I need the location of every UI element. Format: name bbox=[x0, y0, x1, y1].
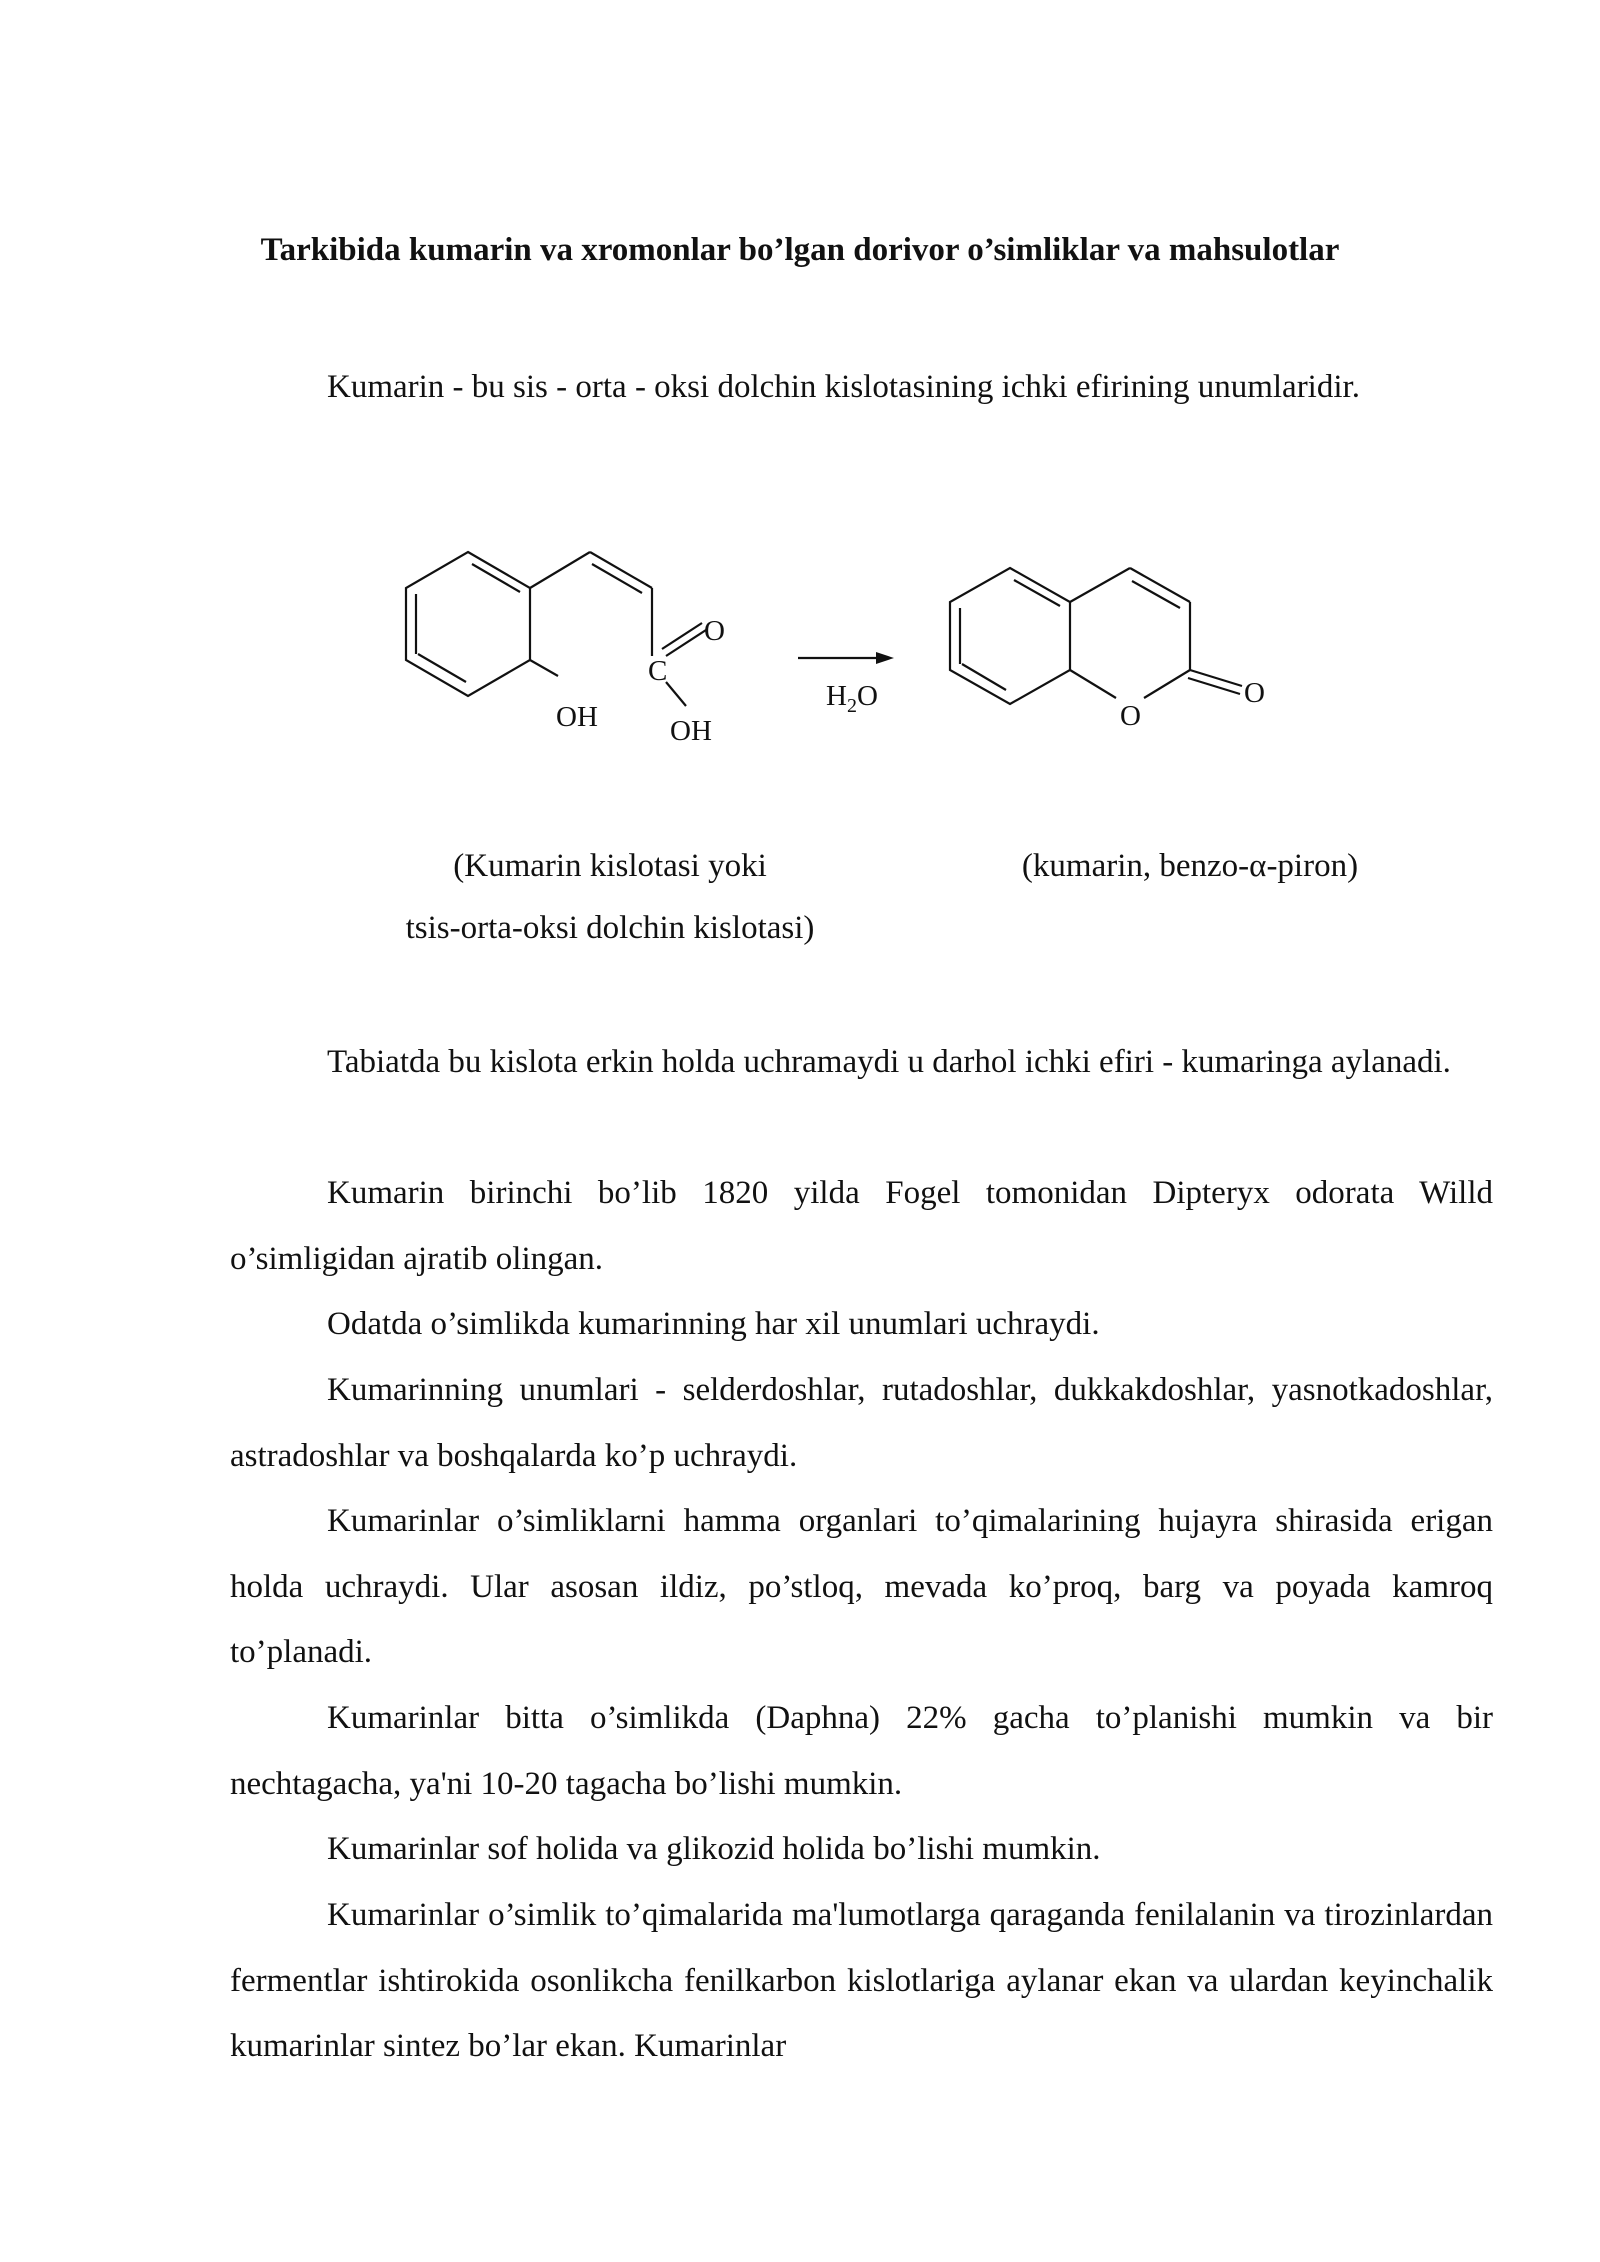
product-carbonyl-o: O bbox=[1244, 677, 1265, 709]
caption-reactant-line2: tsis-orta-oksi dolchin kislotasi) bbox=[405, 910, 815, 946]
paragraph: Kumarinlar sof holida va glikozid holida bo’lishi mumkin. bbox=[327, 1831, 1101, 1867]
paragraph: Odatda o’simlikda kumarinning har xil unumlari uchraydi. bbox=[327, 1306, 1100, 1342]
reactant-oh-acid: OH bbox=[670, 715, 712, 747]
caption-product: (kumarin, benzo-α-piron) bbox=[1021, 848, 1359, 884]
caption-reactant bbox=[330, 835, 890, 959]
paragraph: Kumarinlar o’simliklarni hamma organlari to’qimalarining hujayra shirasida erigan holda uchraydi. Ular asosan ildiz, po’stloq, mevada ko’proq, barg va poyada kamroq to’planadi. bbox=[230, 1503, 1493, 1670]
paragraph: Kumarin birinchi bo’lib 1820 yilda Fogel tomonidan Dipteryx odorata Willd o’simligidan ajratib olingan. bbox=[230, 1175, 1493, 1277]
coumarin-reaction-scheme bbox=[380, 550, 1360, 790]
intro-paragraph: Kumarin - bu sis - orta - oksi dolchin kislotasining ichki efirining unumlaridir. bbox=[327, 369, 1360, 405]
paragraph: Kumarinning unumlari - selderdoshlar, rutadoshlar, dukkakdoshlar, yasnotkadoshlar, astradoshlar va boshqalarda ko’p uchraydi. bbox=[230, 1372, 1493, 1474]
product-ring-o: O bbox=[1120, 700, 1141, 732]
paragraph: Kumarinlar o’simlik to’qimalarida ma'lumotlarga qaraganda fenilalanin va tirozinlardan fermentlar ishtirokida osonlikcha fenilkarbon kislotlariga aylanar ekan va ulardan keyinchalik kumarinlar sintez bo’lar ekan. Kumarinlar bbox=[230, 1897, 1493, 2064]
caption-reactant-line1: (Kumarin kislotasi yoki bbox=[453, 848, 767, 884]
reagent-water: $H_2O$ bbox=[826, 680, 878, 717]
paragraph: Kumarinlar bitta o’simlikda (Daphna) 22% gacha to’planishi mumkin va bir nechtagacha, ya'ni 10-20 tagacha bo’lishi mumkin. bbox=[230, 1700, 1493, 1802]
page-title: Tarkibida kumarin va xromonlar bo’lgan dorivor o’simliklar va mahsulotlar bbox=[260, 232, 1340, 268]
product-structure bbox=[950, 568, 1242, 704]
reaction-arrow bbox=[798, 652, 894, 664]
reactant-carbonyl-o: O bbox=[704, 615, 725, 647]
reactant-carbon: C bbox=[648, 655, 668, 687]
reactant-oh-phenol: OH bbox=[556, 701, 598, 733]
paragraph: Tabiatda bu kislota erkin holda uchramaydi u darhol ichki efiri - kumaringa aylanadi. bbox=[327, 1044, 1451, 1080]
